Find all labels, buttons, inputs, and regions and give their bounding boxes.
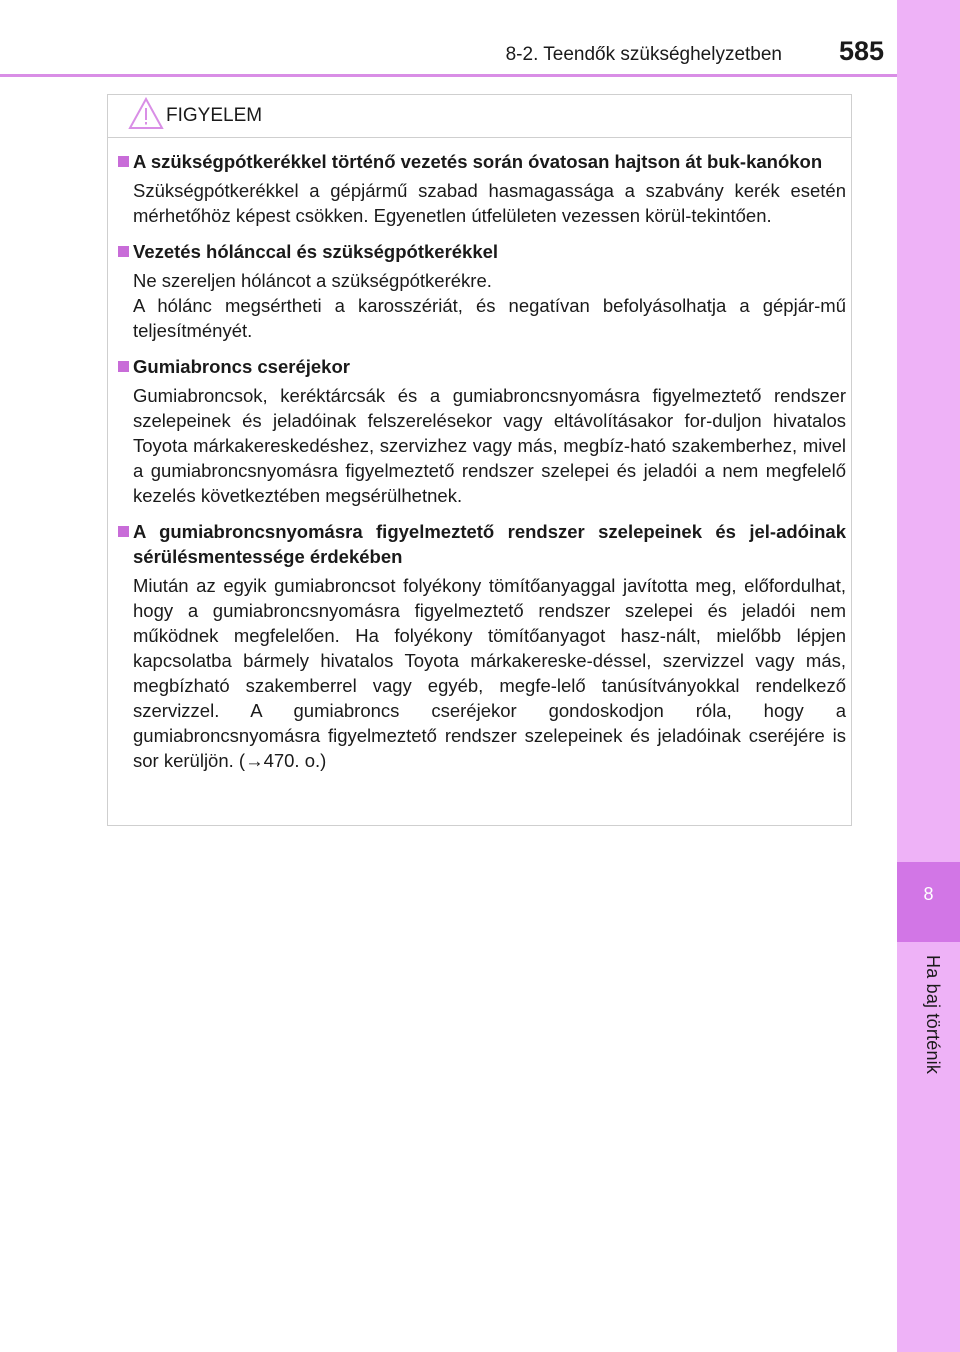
warning-header — [108, 95, 851, 138]
warning-content — [116, 149, 846, 784]
warning-triangle-icon — [128, 97, 164, 131]
warning-section — [116, 149, 846, 228]
section-heading — [116, 354, 846, 379]
page-number: 585 — [838, 36, 884, 66]
header-rule — [0, 74, 897, 77]
chapter-label: Ha baj történik — [923, 955, 943, 1075]
square-bullet-icon — [118, 156, 129, 167]
section-heading — [116, 239, 846, 264]
section-paragraph: Szükségpótkerékkel a gépjármű szabad hasmagassága a szabvány kerék esetén mérhetőhöz képest csökken. Egyenetlen útfelületen vezessen körül-tekintően. — [133, 180, 846, 226]
section-heading-text: A gumiabroncsnyomásra figyelmeztető rendszer szelepeinek és jel-adóinak sérülésmentessége érdekében — [133, 521, 846, 567]
section-body — [116, 268, 846, 343]
section-body — [116, 383, 846, 508]
section-body — [116, 573, 846, 773]
section-heading — [116, 519, 846, 569]
warning-section — [116, 239, 846, 343]
section-paragraph: A hólánc megsértheti a karosszériát, és negatívan befolyásolhatja a gépjár-mű teljesítményét. — [133, 295, 846, 341]
square-bullet-icon — [118, 246, 129, 257]
warning-title: FIGYELEM — [166, 105, 263, 126]
section-paragraph: Gumiabroncsok, keréktárcsák és a gumiabroncsnyomásra figyelmeztető rendszer szelepeinek és jeladóinak felszerelésekor vagy eltávolításakor for-duljon hivatalos Toyota márkakereskedéshez, szervizhez vagy más, megbíz-ható szakemberhez, mivel a gumiabroncsnyomásra figyelmeztető rendszer szelepei és jeladói a nem megfelelő kezelés következtében megsérülhetnek. — [133, 385, 846, 506]
warning-box — [107, 94, 852, 826]
warning-section — [116, 519, 846, 773]
section-heading-text: Gumiabroncs cseréjekor — [133, 356, 350, 377]
section-heading-text: Vezetés hólánccal és szükségpótkerékkel — [133, 241, 499, 262]
square-bullet-icon — [118, 526, 129, 537]
section-body — [116, 178, 846, 228]
section-paragraph: Miután az egyik gumiabroncsot folyékony tömítőanyaggal javította meg, előfordulhat, hogy a gumiabroncsnyomásra figyelmeztető rendszer szelepei és jeladói nem működnek megfelelően. Ha folyékony tömítőanyagot hasz-nált, mielőbb lépjen kapcsolatba bármely hivatalos Toyota márkakereske-déssel, szervizzel vagy más, megbízható szakemberrel vagy egyéb, megfe-lelő tanúsítványokkal rendelkező szervizzel. A gumiabroncs cseréjekor gondoskodjon róla, hogy a gumiabroncsnyomásra figyelmeztető rendszer szelepeinek és jeladóinak cseréjére is sor kerüljön. (→470. o.) — [133, 575, 846, 771]
section-heading — [116, 149, 846, 174]
section-paragraph: Ne szereljen hóláncot a szükségpótkerékre. — [133, 270, 492, 291]
square-bullet-icon — [118, 361, 129, 372]
chapter-number: 8 — [923, 884, 934, 904]
section-heading-text: A szükségpótkerékkel történő vezetés során óvatosan hajtson át buk-kanókon — [133, 151, 823, 172]
chapter-side-tab — [897, 0, 960, 1352]
header-section-title: 8-2. Teendők szükséghelyzetben — [505, 44, 782, 65]
warning-section — [116, 354, 846, 508]
